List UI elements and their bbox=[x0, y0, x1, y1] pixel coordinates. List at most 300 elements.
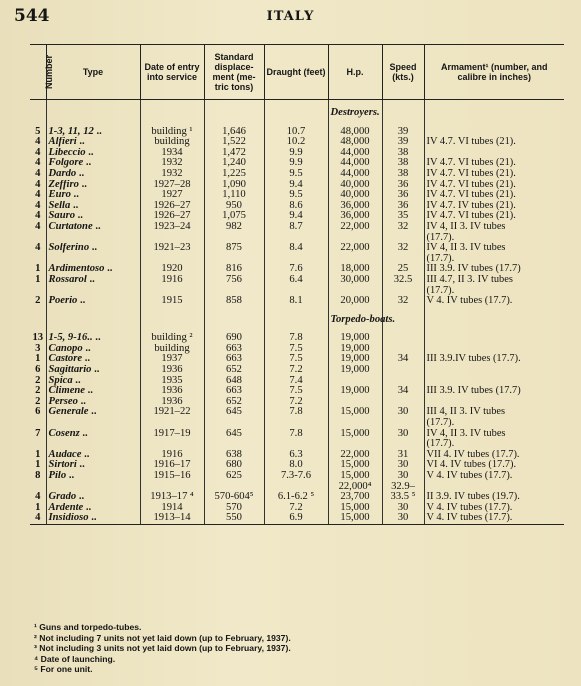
cell-armament: III 3.9. IV tubes (17.7) bbox=[424, 386, 564, 397]
cell-armament: (17.7). bbox=[424, 254, 564, 265]
ship-name: Pilo bbox=[48, 471, 67, 481]
cell-hp: 19,000 bbox=[328, 386, 382, 397]
cell-type bbox=[46, 211, 140, 222]
cell-displacement: 652 bbox=[204, 397, 264, 408]
cell-type bbox=[46, 148, 140, 159]
cell-speed: 30 bbox=[382, 503, 424, 514]
cell-speed: 33.5 ⁵ bbox=[382, 492, 424, 503]
ship-name: Alfieri bbox=[48, 137, 77, 148]
cell-type bbox=[46, 471, 140, 482]
table-row bbox=[30, 190, 564, 201]
cell-hp: 15,000 bbox=[328, 429, 382, 440]
cell-number bbox=[30, 254, 46, 265]
table-row bbox=[30, 211, 564, 222]
cell-type bbox=[46, 365, 140, 376]
cell-date: 1932 bbox=[140, 158, 204, 169]
cell-armament: (17.7). bbox=[424, 233, 564, 244]
cell-speed bbox=[382, 365, 424, 376]
cell-draught: 7.5 bbox=[264, 386, 328, 397]
cell-draught: 7.8 bbox=[264, 429, 328, 440]
cell-date: building bbox=[140, 344, 204, 355]
cell-date bbox=[140, 233, 204, 244]
cell-date: 1926–27 bbox=[140, 211, 204, 222]
leader-dots: .. bbox=[107, 264, 113, 275]
cell-number bbox=[30, 482, 46, 493]
leader-dots: .. bbox=[85, 502, 92, 513]
leader-dots: .. bbox=[80, 296, 86, 307]
leader-dots: .. bbox=[91, 243, 98, 254]
cell-armament: V 4. IV tubes (17.7). bbox=[424, 513, 564, 524]
cell-displacement: 1,522 bbox=[204, 137, 264, 148]
cell-armament: IV 4.7. VI tubes (21). bbox=[424, 169, 564, 180]
ship-name: Sella bbox=[48, 200, 71, 211]
cell-speed: 32.9– bbox=[382, 482, 424, 493]
cell-date: 1916 bbox=[140, 450, 204, 461]
leader-dots: .. bbox=[84, 449, 90, 460]
ship-name: Dardo bbox=[48, 168, 77, 179]
cell-speed bbox=[382, 233, 424, 244]
cell-armament: IV 4.7. VI tubes (21). bbox=[424, 190, 564, 201]
cell-displacement bbox=[204, 286, 264, 297]
cell-draught: 6.1-6.2 ⁵ bbox=[264, 492, 328, 503]
cell-hp: 15,000 bbox=[328, 513, 382, 524]
leader-dots: .. bbox=[95, 333, 101, 344]
cell-type bbox=[46, 418, 140, 429]
cell-draught: 9.9 bbox=[264, 158, 328, 169]
cell-displacement: 625 bbox=[204, 471, 264, 482]
cell-hp: 44,000 bbox=[328, 158, 382, 169]
cell-draught bbox=[264, 254, 328, 265]
cell-number: 5 bbox=[35, 126, 41, 137]
leader-dots: .. bbox=[94, 365, 100, 376]
cell-speed: 30 bbox=[382, 513, 424, 524]
cell-date: 1921–23 bbox=[140, 243, 204, 254]
cell-number: 4 bbox=[35, 243, 41, 254]
ship-name: Cosenz bbox=[48, 428, 80, 439]
cell-speed: 25 bbox=[382, 264, 424, 275]
cell-date bbox=[140, 418, 204, 429]
cell-armament bbox=[424, 365, 564, 376]
table-row bbox=[30, 460, 564, 471]
cell-draught: 7.6 bbox=[264, 264, 328, 275]
cell-type bbox=[46, 286, 140, 297]
cell-hp: 15,000 bbox=[328, 460, 382, 471]
cell-type bbox=[46, 344, 140, 355]
ship-name: Solferino bbox=[48, 243, 90, 254]
cell-armament: IV 4.7. VI tubes (21). bbox=[424, 137, 564, 148]
cell-armament: IV 4.7. IV tubes (21). bbox=[424, 201, 564, 212]
cell-hp: 19,000 bbox=[328, 333, 382, 344]
cell-number: 4 bbox=[30, 513, 46, 524]
ship-name: Spica bbox=[48, 375, 73, 386]
ship-name: Insidioso bbox=[48, 513, 89, 524]
cell-displacement: 816 bbox=[204, 264, 264, 275]
cell-armament: III 3.9.IV tubes (17.7). bbox=[424, 354, 564, 365]
leader-dots: .. bbox=[80, 396, 86, 407]
footnote: ² Not including 7 units not yet laid down (up to February, 1937). bbox=[34, 632, 291, 643]
cell-type bbox=[46, 222, 140, 233]
cell-number: 4 bbox=[35, 211, 41, 222]
cell-draught: 7.2 bbox=[264, 397, 328, 408]
cell-date: 1915 bbox=[140, 296, 204, 307]
cell-speed: 32.5 bbox=[382, 275, 424, 286]
cell-hp: 22,000⁴ bbox=[328, 482, 382, 493]
table-row bbox=[30, 482, 564, 493]
table-row bbox=[30, 286, 564, 297]
cell-type bbox=[46, 233, 140, 244]
cell-draught: 7.3-7.6 bbox=[264, 471, 328, 482]
cell-displacement: 638 bbox=[204, 450, 264, 461]
cell-hp bbox=[328, 286, 382, 297]
cell-draught: 7.2 bbox=[264, 365, 328, 376]
cell-armament: (17.7). bbox=[424, 439, 564, 450]
cell-displacement: 875 bbox=[204, 243, 264, 254]
cell-date: building ² bbox=[140, 333, 204, 344]
section-gap bbox=[30, 307, 564, 315]
header-number: Number bbox=[30, 45, 46, 100]
cell-armament bbox=[424, 482, 564, 493]
leader-dots: .. bbox=[84, 354, 91, 365]
footnote: ³ Not including 3 units not yet laid down (up to February, 1937). bbox=[34, 643, 291, 654]
cell-draught: 9.5 bbox=[264, 190, 328, 201]
cell-type bbox=[46, 450, 140, 461]
page-header bbox=[14, 6, 567, 28]
table-row bbox=[30, 344, 564, 355]
cell-displacement: 1,075 bbox=[204, 211, 264, 222]
cell-hp: 48,000 bbox=[328, 137, 382, 148]
table-row bbox=[30, 275, 564, 286]
cell-type bbox=[46, 201, 140, 212]
cell-date: 1936 bbox=[140, 386, 204, 397]
cell-type bbox=[46, 439, 140, 450]
cell-speed bbox=[382, 344, 424, 355]
cell-date: 1936 bbox=[140, 365, 204, 376]
cell-number: 3 bbox=[35, 343, 41, 354]
fleet-table bbox=[30, 44, 564, 525]
cell-speed bbox=[382, 254, 424, 265]
table-row bbox=[30, 254, 564, 265]
ship-name: 1-5, 9-16.. bbox=[48, 333, 93, 344]
cell-speed: 38 bbox=[382, 169, 424, 180]
cell-hp bbox=[328, 418, 382, 429]
table-header-row bbox=[30, 45, 564, 100]
cell-displacement bbox=[204, 439, 264, 450]
leader-dots: .. bbox=[75, 375, 81, 386]
header-armament: Armament¹ (number, and calibre in inches) bbox=[424, 45, 564, 100]
cell-date: 1914 bbox=[140, 503, 204, 514]
cell-number: 1 bbox=[35, 449, 41, 460]
cell-number: 2 bbox=[35, 296, 41, 307]
section-title-row bbox=[30, 315, 564, 326]
footnote: ⁴ Date of launching. bbox=[34, 653, 116, 664]
cell-draught bbox=[264, 233, 328, 244]
table-row bbox=[30, 386, 564, 397]
cell-armament: III 4, II 3. IV tubes bbox=[424, 407, 564, 418]
cell-speed: 34 bbox=[382, 386, 424, 397]
cell-type bbox=[46, 254, 140, 265]
ship-name: Euro bbox=[48, 190, 71, 201]
cell-draught: 9.5 bbox=[264, 169, 328, 180]
cell-displacement: 663 bbox=[204, 386, 264, 397]
cell-hp bbox=[328, 439, 382, 450]
cell-draught bbox=[264, 439, 328, 450]
cell-number: 1 bbox=[35, 460, 41, 471]
cell-draught bbox=[264, 286, 328, 297]
header-type: Type bbox=[46, 45, 140, 100]
cell-speed: 39 bbox=[382, 137, 424, 148]
cell-date bbox=[140, 286, 204, 297]
cell-speed: 30 bbox=[382, 407, 424, 418]
section-title: Destroyers. bbox=[328, 108, 382, 119]
cell-hp: 30,000 bbox=[328, 275, 382, 286]
cell-draught: 6.4 bbox=[264, 275, 328, 286]
cell-armament bbox=[424, 376, 564, 387]
header-hp: H.p. bbox=[328, 45, 382, 100]
cell-speed bbox=[382, 418, 424, 429]
cell-displacement: 1,090 bbox=[204, 180, 264, 191]
cell-armament: IV 4, II 3. IV tubes bbox=[424, 243, 564, 254]
table-row bbox=[30, 418, 564, 429]
cell-speed: 39 bbox=[382, 127, 424, 138]
footnote: ¹ Guns and torpedo-tubes. bbox=[34, 622, 142, 632]
cell-date: 1920 bbox=[140, 264, 204, 275]
cell-type bbox=[46, 376, 140, 387]
cell-displacement: 1,225 bbox=[204, 169, 264, 180]
leader-dots: .. bbox=[85, 158, 92, 169]
cell-draught: 10.2 bbox=[264, 137, 328, 148]
cell-number: 13 bbox=[32, 333, 44, 344]
leader-dots: .. bbox=[91, 513, 97, 524]
cell-type bbox=[46, 386, 140, 397]
leader-dots: .. bbox=[96, 126, 102, 137]
cell-type bbox=[46, 127, 140, 138]
cell-displacement: 756 bbox=[204, 275, 264, 286]
table-row bbox=[30, 180, 564, 191]
section-title: Torpedo-boats. bbox=[328, 315, 382, 326]
cell-speed: 32 bbox=[382, 296, 424, 307]
cell-hp: 18,000 bbox=[328, 264, 382, 275]
cell-displacement: 1,110 bbox=[204, 190, 264, 201]
page-number: 544 bbox=[14, 6, 50, 26]
cell-date: 1913–14 bbox=[140, 513, 204, 524]
cell-armament: (17.7). bbox=[424, 418, 564, 429]
cell-hp: 36,000 bbox=[328, 201, 382, 212]
cell-displacement: 570 bbox=[204, 503, 264, 514]
cell-date bbox=[140, 482, 204, 493]
table-row bbox=[30, 450, 564, 461]
ship-name: Poerio bbox=[48, 296, 78, 307]
cell-speed bbox=[382, 286, 424, 297]
cell-type bbox=[46, 296, 140, 307]
cell-hp bbox=[328, 233, 382, 244]
cell-armament: IV 4.7. VI tubes (21). bbox=[424, 180, 564, 191]
cell-hp: 22,000 bbox=[328, 450, 382, 461]
ship-name: Audace bbox=[48, 449, 82, 460]
cell-number: 6 bbox=[35, 365, 41, 376]
cell-hp: 15,000 bbox=[328, 503, 382, 514]
cell-hp: 19,000 bbox=[328, 344, 382, 355]
ship-name: Sirtori bbox=[48, 460, 77, 471]
cell-type bbox=[46, 482, 140, 493]
ship-name: Canopo bbox=[48, 343, 83, 354]
cell-draught: 7.8 bbox=[264, 407, 328, 418]
cell-armament: IV 4.7. VI tubes (21). bbox=[424, 158, 564, 169]
cell-displacement bbox=[204, 254, 264, 265]
cell-date: building ¹ bbox=[140, 127, 204, 138]
ship-name: Rossarol bbox=[48, 274, 87, 285]
table-row bbox=[30, 127, 564, 138]
cell-speed: 30 bbox=[382, 471, 424, 482]
cell-hp: 15,000 bbox=[328, 407, 382, 418]
cell-draught: 7.5 bbox=[264, 354, 328, 365]
cell-speed: 38 bbox=[382, 148, 424, 159]
cell-speed: 35 bbox=[382, 211, 424, 222]
cell-displacement: 1,472 bbox=[204, 148, 264, 159]
cell-armament: V 4. IV tubes (17.7). bbox=[424, 471, 564, 482]
cell-number: 2 bbox=[35, 375, 41, 386]
cell-type bbox=[46, 460, 140, 471]
cell-armament bbox=[424, 148, 564, 159]
cell-armament: IV 4, II 3. IV tubes bbox=[424, 429, 564, 440]
cell-hp: 22,000 bbox=[328, 243, 382, 254]
table-row bbox=[30, 222, 564, 233]
section-gap bbox=[30, 119, 564, 127]
cell-draught: 8.0 bbox=[264, 460, 328, 471]
leader-dots: .. bbox=[91, 407, 97, 418]
ship-name: Grado bbox=[48, 492, 77, 503]
cell-draught: 8.7 bbox=[264, 222, 328, 233]
cell-number: 4 bbox=[35, 179, 41, 190]
table-row bbox=[30, 397, 564, 408]
cell-speed: 31 bbox=[382, 450, 424, 461]
cell-displacement: 652 bbox=[204, 365, 264, 376]
cell-number: 7 bbox=[35, 428, 41, 439]
table-row bbox=[30, 503, 564, 514]
cell-date: 1923–24 bbox=[140, 222, 204, 233]
table-body bbox=[30, 100, 564, 525]
cell-number: 2 bbox=[35, 396, 41, 407]
cell-armament: (17.7). bbox=[424, 286, 564, 297]
leader-dots: .. bbox=[79, 137, 85, 148]
leader-dots: .. bbox=[72, 200, 79, 211]
section-title-row bbox=[30, 108, 564, 119]
leader-dots: .. bbox=[68, 471, 75, 481]
cell-date bbox=[140, 439, 204, 450]
cell-armament: V 4. IV tubes (17.7). bbox=[424, 503, 564, 514]
cell-date: 1916 bbox=[140, 275, 204, 286]
cell-date: 1932 bbox=[140, 169, 204, 180]
cell-draught: 9.4 bbox=[264, 180, 328, 191]
cell-date: 1927 bbox=[140, 190, 204, 201]
cell-number: 1 bbox=[35, 264, 41, 275]
cell-draught bbox=[264, 418, 328, 429]
cell-displacement: 645 bbox=[204, 407, 264, 418]
cell-number: 4 bbox=[35, 137, 41, 148]
cell-type bbox=[46, 429, 140, 440]
cell-hp: 44,000 bbox=[328, 148, 382, 159]
cell-type bbox=[46, 407, 140, 418]
cell-date: 1913–17 ⁴ bbox=[140, 492, 204, 503]
cell-draught: 8.6 bbox=[264, 201, 328, 212]
ship-name: Ardente bbox=[48, 502, 84, 513]
cell-type bbox=[46, 158, 140, 169]
cell-number: 4 bbox=[35, 147, 41, 158]
cell-displacement: 858 bbox=[204, 296, 264, 307]
cell-draught: 7.4 bbox=[264, 376, 328, 387]
cell-draught: 8.1 bbox=[264, 296, 328, 307]
cell-draught: 6.9 bbox=[264, 513, 328, 524]
cell-number: 4 bbox=[35, 168, 41, 179]
cell-number: 6 bbox=[35, 407, 41, 418]
cell-draught: 7.8 bbox=[264, 333, 328, 344]
ship-name: Generale bbox=[48, 407, 89, 418]
cell-displacement bbox=[204, 482, 264, 493]
section-gap bbox=[30, 325, 564, 333]
cell-hp: 40,000 bbox=[328, 180, 382, 191]
table-row bbox=[30, 513, 564, 524]
header-speed: Speed (kts.) bbox=[382, 45, 424, 100]
cell-speed bbox=[382, 376, 424, 387]
cell-type bbox=[46, 492, 140, 503]
table-row bbox=[30, 376, 564, 387]
ship-name: Libeccio bbox=[48, 147, 86, 158]
cell-type bbox=[46, 354, 140, 365]
cell-number: 1 bbox=[35, 502, 41, 513]
cell-speed: 32 bbox=[382, 222, 424, 233]
cell-armament bbox=[424, 127, 564, 138]
cell-number: 4 bbox=[35, 492, 41, 503]
cell-number bbox=[30, 286, 46, 297]
cell-speed: 38 bbox=[382, 158, 424, 169]
cell-armament bbox=[424, 397, 564, 408]
cell-date: 1917–19 bbox=[140, 429, 204, 440]
cell-speed: 36 bbox=[382, 201, 424, 212]
cell-speed bbox=[382, 333, 424, 344]
cell-draught: 7.2 bbox=[264, 503, 328, 514]
cell-date: 1927–28 bbox=[140, 180, 204, 191]
cell-hp: 20,000 bbox=[328, 296, 382, 307]
leader-dots: .. bbox=[78, 492, 85, 503]
cell-number: 4 bbox=[35, 221, 41, 232]
cell-armament: II 3.9. IV tubes (19.7). bbox=[424, 492, 564, 503]
leader-dots: .. bbox=[73, 190, 79, 201]
footnotes bbox=[34, 622, 291, 675]
cell-number: 8 bbox=[35, 471, 41, 481]
cell-displacement: 648 bbox=[204, 376, 264, 387]
table-row bbox=[30, 471, 564, 482]
leader-dots: .. bbox=[95, 221, 101, 232]
cell-type bbox=[46, 169, 140, 180]
section-gap bbox=[30, 100, 564, 109]
cell-type bbox=[46, 180, 140, 191]
cell-armament: III 3.9. IV tubes (17.7) bbox=[424, 264, 564, 275]
cell-draught: 8.4 bbox=[264, 243, 328, 254]
cell-displacement: 1,240 bbox=[204, 158, 264, 169]
cell-number bbox=[30, 418, 46, 429]
cell-hp: 44,000 bbox=[328, 169, 382, 180]
ship-name: Folgore bbox=[48, 158, 84, 169]
cell-displacement: 1,646 bbox=[204, 127, 264, 138]
table-row bbox=[30, 243, 564, 254]
cell-type bbox=[46, 503, 140, 514]
cell-speed: 36 bbox=[382, 190, 424, 201]
cell-draught: 6.3 bbox=[264, 450, 328, 461]
cell-displacement bbox=[204, 418, 264, 429]
ship-name: Curtatone bbox=[48, 221, 93, 232]
ship-name: Zeffiro bbox=[48, 179, 79, 190]
table-row bbox=[30, 233, 564, 244]
leader-dots: .. bbox=[79, 460, 85, 471]
